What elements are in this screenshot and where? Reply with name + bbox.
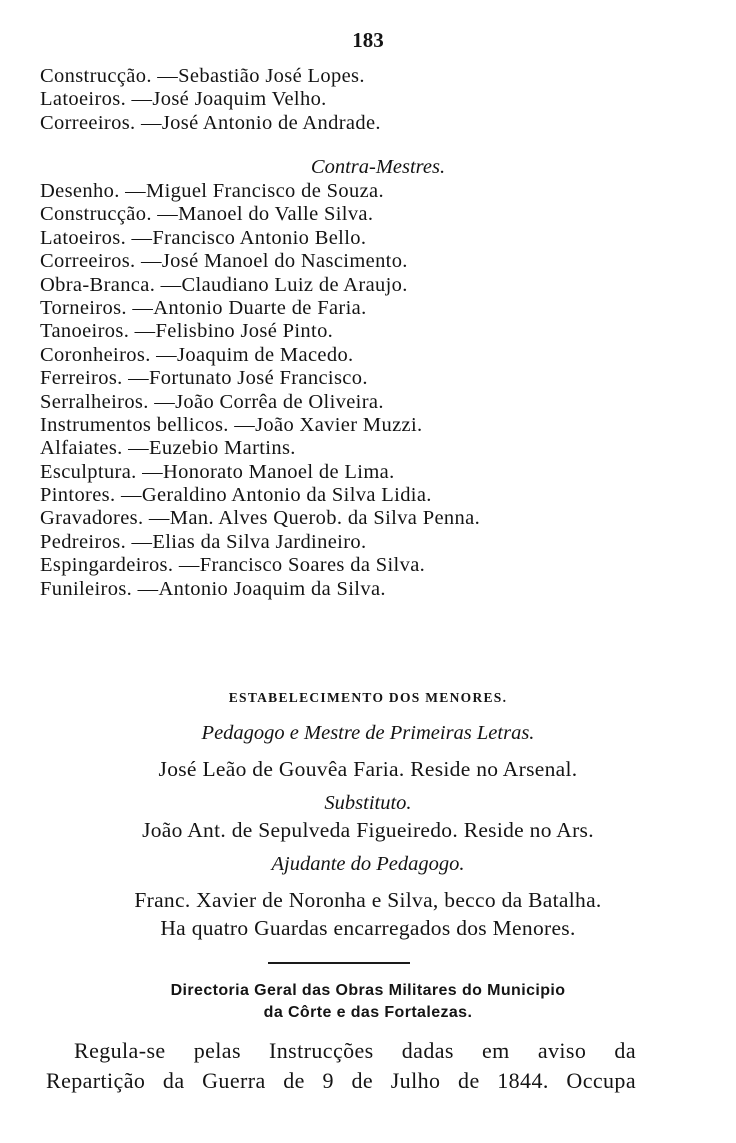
list-item	[40, 250, 700, 273]
trade-label: Espingardeiros . —	[40, 554, 200, 576]
trade-label: Pintores . —	[40, 484, 142, 506]
person-name: Man. Alves Querob. da Silva Penna.	[169, 507, 481, 530]
guardas-note: Ha quatro Guardas encarregados dos Menores.	[160, 916, 576, 940]
list-item	[40, 344, 700, 367]
list-item	[40, 88, 700, 111]
trade-label: Desenho . —	[40, 180, 146, 202]
trade-label: Tanoeiros . —	[40, 320, 156, 342]
list-item	[40, 112, 700, 135]
mestres-list	[40, 65, 700, 135]
person-name: Manoel do Valle Silva.	[178, 203, 374, 226]
pedagogo-title: Pedagogo e Mestre de Primeiras Letras.	[201, 722, 535, 744]
trade-label: Instrumentos bellicos . —	[40, 414, 255, 436]
list-item	[40, 437, 700, 460]
section-divider	[268, 962, 410, 964]
person-name: Geraldino Antonio da Silva Lidia.	[141, 484, 432, 507]
list-item	[40, 414, 700, 437]
substituto-entry: João Ant. de Sepulveda Figueiredo. Reside no Ars.	[142, 818, 594, 842]
person-name: José Manoel do Nascimento.	[161, 250, 408, 273]
list-item	[40, 320, 700, 343]
trade-label: Construcção . —	[40, 203, 178, 225]
substituto-title: Substituto.	[324, 792, 412, 814]
list-item	[40, 274, 700, 297]
person-name: Claudiano Luiz de Araujo.	[181, 273, 408, 296]
list-item	[40, 578, 700, 601]
person-name: Miguel Francisco de Souza.	[146, 180, 384, 202]
contra-mestres-list	[40, 180, 700, 601]
trade-label: Coronheiros . —	[40, 344, 177, 366]
person-name: João Xavier Muzzi.	[255, 413, 423, 436]
directoria-paragraph-line1: Regula-se pelas Instrucções dadas em aviso da	[74, 1038, 636, 1063]
list-item	[40, 461, 700, 484]
directoria-paragraph-line2: Repartição da Guerra de 9 de Julho de 1844. Occupa	[46, 1068, 636, 1093]
person-name: José Antonio de Andrade.	[161, 111, 381, 134]
person-name: José Joaquim Velho.	[152, 88, 327, 111]
pedagogo-entry: José Leão de Gouvêa Faria. Reside no Arsenal.	[158, 757, 578, 781]
section-heading-estabelecimento: ESTABELECIMENTO DOS MENORES.	[228, 690, 508, 705]
person-name: Sebastião José Lopes.	[178, 65, 365, 87]
trade-label: Construcção . —	[40, 65, 178, 87]
trade-label: Serralheiros . —	[40, 391, 175, 413]
list-item	[40, 367, 700, 390]
list-item	[40, 227, 700, 250]
directoria-heading-line1: Directoria Geral das Obras Militares do Municipio	[170, 982, 566, 999]
ajudante-entry: Franc. Xavier de Noronha e Silva, becco da Batalha.	[134, 888, 602, 912]
trade-label: Correeiros . —	[40, 250, 162, 272]
person-name: Joaquim de Macedo.	[177, 343, 354, 366]
trade-label: Ferreiros . —	[40, 367, 149, 389]
trade-label: Pedreiros . —	[40, 531, 152, 553]
ajudante-title: Ajudante do Pedagogo.	[271, 853, 465, 875]
list-item	[40, 203, 700, 226]
section-heading-directoria	[0, 980, 736, 1024]
person-name: Francisco Antonio Bello.	[152, 226, 367, 249]
trade-label: Torneiros . —	[40, 297, 153, 319]
list-item	[40, 180, 700, 203]
trade-label: Correeiros . —	[40, 112, 162, 134]
list-item	[40, 554, 700, 577]
list-item	[40, 65, 700, 88]
list-item	[40, 531, 700, 554]
person-name: Antonio Joaquim da Silva.	[158, 577, 386, 600]
trade-label: Esculptura . —	[40, 461, 163, 483]
trade-label: Obra-Branca . —	[40, 274, 182, 296]
person-name: Felisbino José Pinto.	[155, 320, 334, 343]
trade-label: Gravadores . —	[40, 507, 170, 529]
list-item	[40, 507, 700, 530]
trade-label: Alfaiates . —	[40, 437, 149, 459]
person-name: Francisco Soares da Silva.	[199, 554, 426, 577]
person-name: Antonio Duarte de Faria.	[153, 296, 367, 319]
trade-label: Funileiros . —	[40, 578, 158, 600]
person-name: Euzebio Martins.	[148, 437, 296, 460]
person-name: João Corrêa de Oliveira.	[175, 390, 384, 413]
list-item	[40, 391, 700, 414]
list-item	[40, 297, 700, 320]
directoria-heading-line2: da Côrte e das Fortalezas.	[263, 1004, 473, 1021]
person-name: Fortunato José Francisco.	[148, 367, 368, 390]
person-name: Elias da Silva Jardineiro.	[152, 530, 367, 553]
trade-label: Latoeiros . —	[40, 88, 152, 110]
contra-mestres-heading: Contra-Mestres.	[310, 156, 446, 178]
person-name: Honorato Manoel de Lima.	[162, 460, 395, 483]
page-number: 183	[352, 28, 384, 52]
trade-label: Latoeiros . —	[40, 227, 152, 249]
list-item	[40, 484, 700, 507]
